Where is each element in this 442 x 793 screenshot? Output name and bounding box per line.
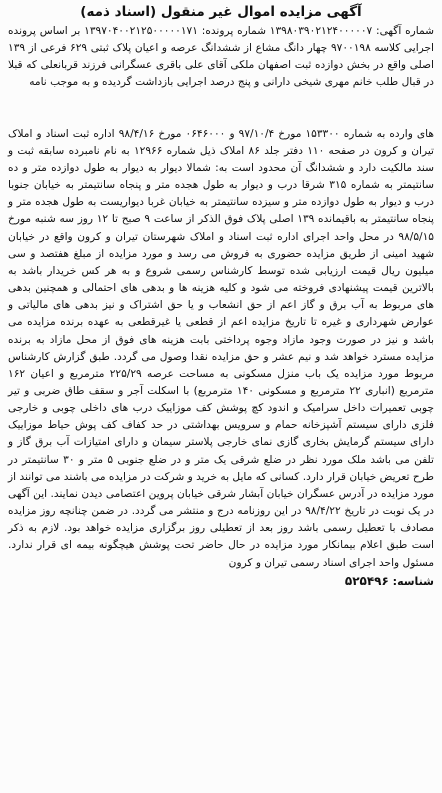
- footer-id: ۵۲۵۴۹۶: [344, 573, 389, 588]
- notice-paragraph-body: های وارده به شماره ۱۵۳۳۰۰ مورخ ۹۷/۱۰/۴ و ۰۶۴۶۰۰۰ مورخ ۹۸/۴/۱۶ اداره ثبت اسناد و املاک تیران و کرون در صفحه ۱۱۰ دفتر جلد ۸۶ املاک ذیل شماره ۱۲۹۶۶ به نام نامبرده سابقه ثبت و سند مالکیت دارد و ششدانگ آن محدود است به: شمالا دیوار به دیوار به طول دوازده متر و ده سانتیمتر به شماره ۳۱۵ شرقا درب و دیوار به طول هجده متر و پنجاه سانتیمتر به خیابان جنوبا درب و دیوار به طول دوازده متر و سیزده سانتیمتر به خیابان غربا دیواریست به طول هجده متر و پنجاه سانتیمتر به باقیمانده ۱۳۹ اصلی پلاک فوق الذکر از ساعت ۹ صبح تا ۱۲ روز سه شنبه مورخ ۹۸/۵/۱۵ در محل واحد اجرای اداره ثبت اسناد و املاک شهرستان تیران و کرون واقع در خیابان شهید امینی از طریق مزایده حضوری به فروش می رسد و مورد مزایده از مبلغ هفتصد و سی میلیون ریال قیمت ارزیابی شده توسط کارشناس رسمی شروع و به هر کس خریدار باشد به بالاترین قیمت پیشنهادی فروخته می شود و کلیه هزینه ها و بدهی های احتمالی و همچنین بدهی های مربوط به آب برق و گاز اعم از حق انشعاب و یا حق اشتراک و نیز بدهی های مالیاتی و عوارض شهرداری و غیره تا تاریخ مزایده اعم از قطعی یا غیرقطعی به عهده برنده مزایده می باشد و نیز در صورت وجود مازاد وجوه پرداختی بابت هزینه های فوق از محل مازاد به برنده مزایده مسترد خواهد شد و نیم عشر و حق مزایده نقدا وصول می گردد. طبق گزارش کارشناس مربوط مورد مزایده یک باب منزل مسکونی به مساحت عرصه ۲۲۵/۲۹ مترمربع و اعیان ۱۶۲ مترمربع (انباری ۲۲ مترمربع و مسکونی ۱۴۰ مترمربع) با اسکلت آجر و سقف طاق ضربی و تیر چوبی تعمیرات داخل سرامیک و اندود کچ پوشش کف موزاییک درب های داخلی چوبی و خارجی فلزی دارای سیستم آشپزخانه حمام و سرویس بهداشتی در حد کفاف کف پوش حیاط موزاییک دارای سیستم گرمایش بخاری گازی نمای خارجی پلاستر سیمان و دارای امتیازات آب برق گاز و تلفن می باشد ملک مورد نظر در ضلع شرقی یک متر و در ضلع جنوبی ۵ متر و ۳۰ سانتیمتر در طرح تعریض خیابان قرار دارد. کسانی که مایل به خرید و شرکت در مزایده می باشند می توانند از مورد مزایده در آدرس عسگران خیابان آبشار شرقی خیابان پروین اعتصامی دیدن نمایند. این آگهی در یک نوبت در تاریخ ۹۸/۴/۲۲ در این روزنامه درج و منتشر می گردد. در ضمن چنانچه روز مزایده مصادف با تعطیل رسمی باشد روز بعد از تعطیلی روز برگزاری مزایده خواهد بود. لازم به ذکر است طبق اعلام بیمانکار مورد مزایده در حال حاضر تحت پوشش هیچگونه بیمه ای قرار ندارد. مسئول واحد اجرای اسناد رسمی تیران و کرون: [8, 127, 435, 569]
- notice-paragraph-intro: شماره آگهی: ۱۳۹۸۰۳۹۰۲۱۲۴۰۰۰۰۰۷ شماره پرونده: ۱۳۹۷۰۴۰۰۲۱۲۵۰۰۰۰۰۱۷۱ بر اساس پرونده اجرایی کلاسه ۹۷۰۰۱۹۸ چهار دانگ مشاع از ششدانگ عرصه و اعیان پلاک ثبتی ۶۲۹ فرعی از ۱۳۹ اصلی واقع در بخش دوازده ثبت اصفهان ملکی آقای علی باقری عسگرانی فرزند قربانعلی که قبلا در قبال طلب خانم مهری شیخی دارانی و پنج درصد اجرایی بازداشت گردیده و به موجب نامه: [8, 25, 434, 89]
- footer-label: شناسه:: [392, 574, 434, 588]
- notice-footer: [8, 573, 434, 590]
- notice-title: آگهی مزایده اموال غیر منقول (اسناد ذمه): [80, 4, 362, 20]
